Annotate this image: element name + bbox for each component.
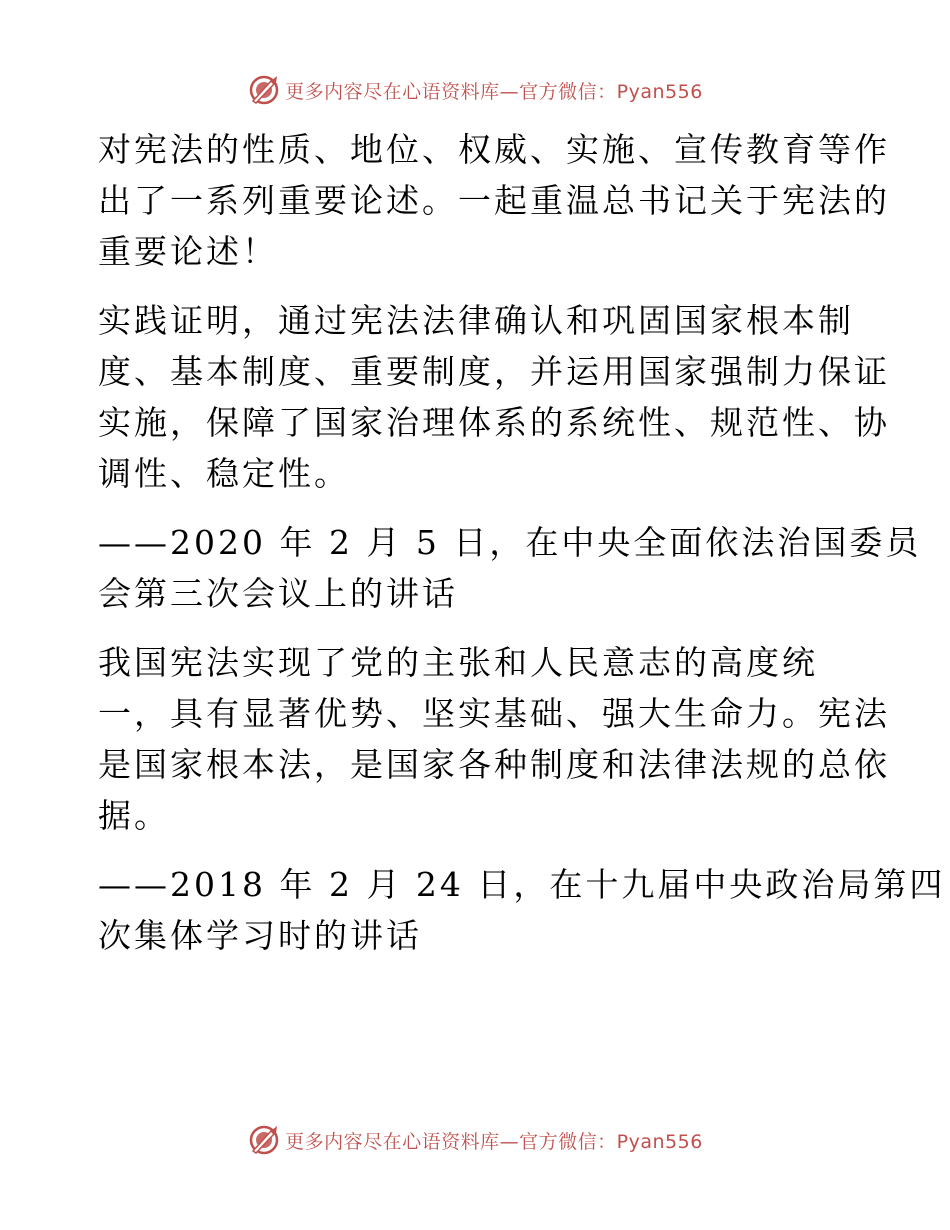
- text-line: 实践证明，通过宪法法律确认和巩固国家根本制: [98, 301, 854, 340]
- text-line: 调性、稳定性。: [98, 454, 350, 493]
- text-line: 次集体学习时的讲话: [98, 916, 422, 955]
- text-line: 我国宪法实现了党的主张和人民意志的高度统: [98, 643, 818, 682]
- text-line: 实施，保障了国家治理体系的系统性、规范性、协: [98, 403, 890, 442]
- quote-paragraph: [98, 295, 890, 499]
- quote-paragraph: [98, 637, 890, 841]
- text-line: 度、基本制度、重要制度，并运用国家强制力保证: [98, 352, 890, 391]
- text-line: 一，具有显著优势、坚实基础、强大生命力。宪法: [98, 694, 890, 733]
- text-line: ——2020 年 2 月 5 日，在中央全面依法治国委员: [98, 523, 922, 562]
- footer-watermark: [0, 1120, 950, 1160]
- text-line: ——2018 年 2 月 24 日，在十九届中央政治局第四: [98, 865, 946, 904]
- text-line: 会第三次会议上的讲话: [98, 574, 458, 613]
- quill-seal-icon: [247, 73, 281, 107]
- watermark-text: 更多内容尽在心语资料库—官方微信：Pyan556: [285, 80, 703, 103]
- text-line: 是国家根本法，是国家各种制度和法律法规的总依: [98, 745, 890, 784]
- quill-seal-icon: [247, 1123, 281, 1157]
- text-line: 据。: [98, 796, 170, 835]
- text-line: 出了一系列重要论述。一起重温总书记关于宪法的: [98, 181, 890, 220]
- header-watermark: [0, 70, 950, 110]
- document-body: [98, 124, 946, 979]
- text-line: 重要论述！: [98, 232, 278, 271]
- source-citation: [98, 859, 946, 961]
- text-line: 对宪法的性质、地位、权威、实施、宣传教育等作: [98, 130, 890, 169]
- watermark-text: 更多内容尽在心语资料库—官方微信：Pyan556: [285, 1130, 703, 1153]
- intro-paragraph: [98, 124, 890, 277]
- source-citation: [98, 517, 922, 619]
